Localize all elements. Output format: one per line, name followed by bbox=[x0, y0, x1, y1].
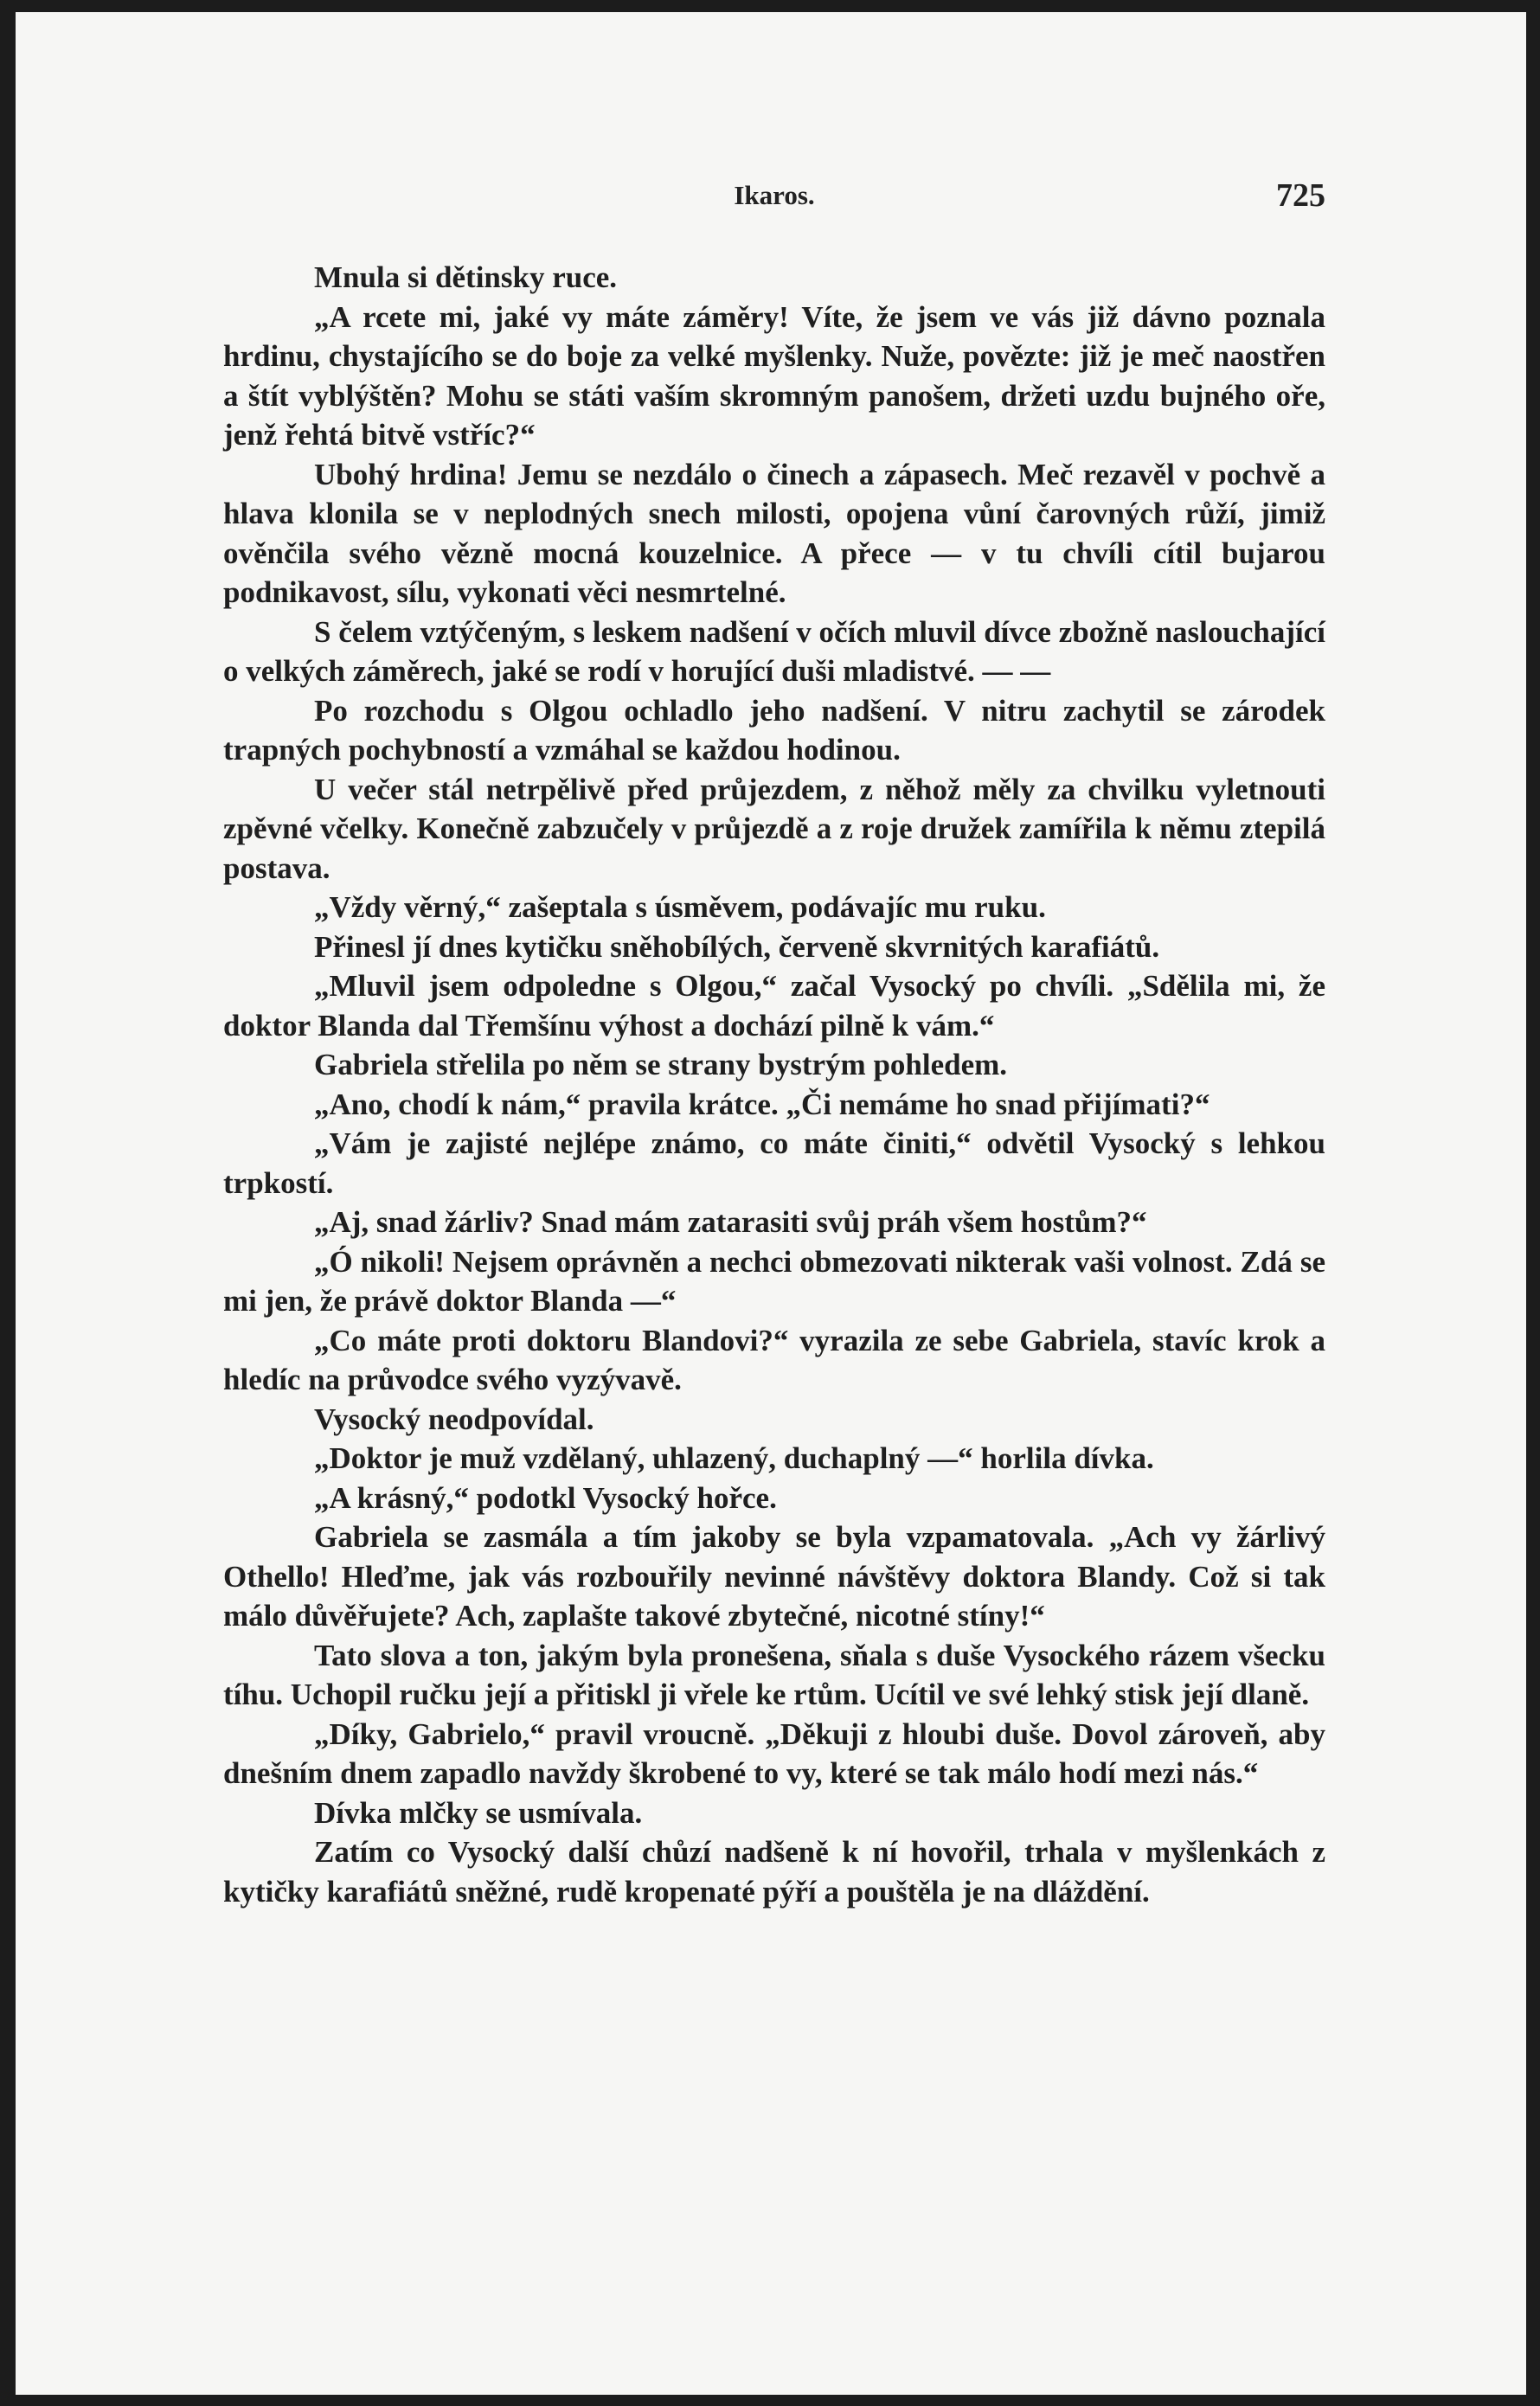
paragraph: „Díky, Gabrielo,“ pravil vroucně. „Děkuji z hloubi duše. Dovol zároveň, aby dnešním dnem zapadlo navždy škrobené to vy, které se tak málo hodí mezi nás.“ bbox=[223, 1716, 1325, 1790]
paragraph: „Aj, snad žárliv? Snad mám zatarasiti svůj práh všem hostům?“ bbox=[314, 1205, 1147, 1239]
paragraph: Gabriela se zasmála a tím jakoby se byla vzpamatovala. „Ach vy žárlivý Othello! Hleďme, jak vás rozbouřily nevinné návštěvy doktora Blandy. Což si tak málo důvěřujete? Ach, zaplašte takové zbytečné, nicotné stíny!“ bbox=[223, 1520, 1325, 1633]
paragraph: S čelem vztýčeným, s leskem nadšení v očích mluvil dívce zbožně naslouchající o velkých záměrech, jaké se rodí v horující duši mladistvé. — — bbox=[223, 614, 1325, 688]
book-page bbox=[16, 12, 1526, 2395]
paragraph: „A rcete mi, jaké vy máte záměry! Víte, že jsem ve vás již dávno poznala hrdinu, chystajícího se do boje za velké myšlenky. Nuže, povězte: již je meč naostřen a štít vyblýštěn? Mohu se státi vaším skromným panošem, držeti uzdu bujného oře, jenž řehtá bitvě vstříc?“ bbox=[223, 299, 1325, 452]
paragraph: Zatím co Vysocký další chůzí nadšeně k ní hovořil, trhala v myšlenkách z kytičky karafiátů sněžné, rudě kropenaté pýří a pouštěla je na dláždění. bbox=[223, 1835, 1325, 1909]
paragraph: „Doktor je muž vzdělaný, uhlazený, duchaplný —“ horlila dívka. bbox=[314, 1441, 1154, 1475]
page-header bbox=[223, 176, 1325, 220]
paragraph: Po rozchodu s Olgou ochladlo jeho nadšení. V nitru zachytil se zárodek trapných pochybností a vzmáhal se každou hodinou. bbox=[223, 693, 1325, 767]
running-title: Ikaros. bbox=[734, 180, 815, 210]
paragraph: U večer stál netrpělivě před průjezdem, z něhož měly za chvilku vyletnouti zpěvné včelky. Konečně zabzučely v průjezdě a z roje družek zamířila k němu ztepilá postava. bbox=[223, 772, 1325, 885]
paragraph: „Vždy věrný,“ zašeptala s úsměvem, podávajíc mu ruku. bbox=[314, 890, 1046, 924]
paragraph: Dívka mlčky se usmívala. bbox=[314, 1795, 643, 1830]
paragraph: Mnula si dětinsky ruce. bbox=[314, 260, 618, 294]
paragraph: „Ó nikoli! Nejsem oprávněn a nechci obmezovati nikterak vaši volnost. Zdá se mi jen, že právě doktor Blanda —“ bbox=[223, 1244, 1325, 1318]
paragraph: „A krásný,“ podotkl Vysocký hořce. bbox=[314, 1480, 777, 1515]
paragraph: Přinesl jí dnes kytičku sněhobílých, červeně skvrnitých karafiátů. bbox=[314, 929, 1160, 964]
paragraph: Ubohý hrdina! Jemu se nezdálo o činech a zápasech. Meč rezavěl v pochvě a hlava klonila se v neplodných snech milosti, opojena vůní čarovných růží, jimiž ověnčila svého vězně mocná kouzelnice. A přece — v tu chvíli cítil bujarou podnikavost, sílu, vykonati věci nesmrtelné. bbox=[223, 457, 1325, 609]
paragraph: „Co máte proti doktoru Blandovi?“ vyrazila ze sebe Gabriela, stavíc krok a hledíc na průvodce svého vyzývavě. bbox=[223, 1323, 1325, 1396]
paragraph: Vysocký neodpovídal. bbox=[314, 1402, 594, 1436]
body-text bbox=[223, 258, 1325, 1911]
paragraph: Gabriela střelila po něm se strany bystrým pohledem. bbox=[314, 1048, 1008, 1081]
paragraph: „Ano, chodí k nám,“ pravila krátce. „Či nemáme ho snad přijímati?“ bbox=[314, 1087, 1210, 1121]
paragraph: „Mluvil jsem odpoledne s Olgou,“ začal Vysocký po chvíli. „Sdělila mi, že doktor Blanda dal Třemšínu výhost a dochází pilně k vám.“ bbox=[223, 969, 1325, 1043]
paragraph: Tato slova a ton, jakým byla pronešena, sňala s duše Vysockého rázem všecku tíhu. Uchopil ručku její a přitiskl ji vřele ke rtům. Ucítil ve své lehký stisk její dlaně. bbox=[223, 1638, 1325, 1711]
page-number: 725 bbox=[1276, 177, 1325, 214]
paragraph: „Vám je zajisté nejlépe známo, co máte činiti,“ odvětil Vysocký s lehkou trpkostí. bbox=[223, 1126, 1325, 1200]
